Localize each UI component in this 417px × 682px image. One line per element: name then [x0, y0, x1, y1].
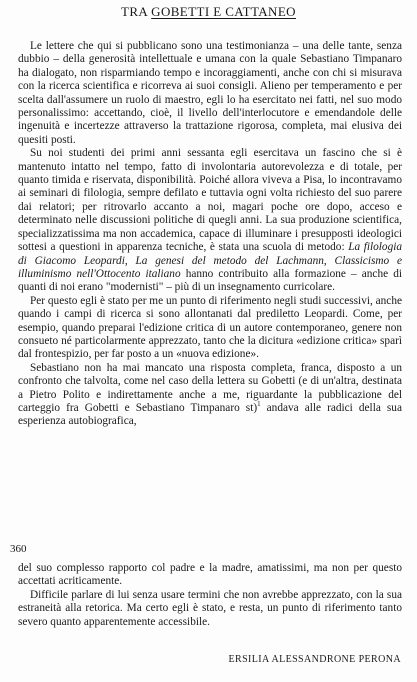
book-title-lachmann: La genesi del metodo del Lachmann	[135, 254, 324, 267]
running-head-prefix: TRA	[121, 4, 152, 19]
running-head	[0, 4, 417, 20]
footnote-marker: 1	[257, 400, 261, 409]
paragraph-3: Per questo egli è stato per me un punto di riferimento negli studi successivi, anche quando i campi di ricerca si sono allontanati dal prediletto Leopardi. Come, per esempio, quando preparai l'edizione critica di un autore contemporaneo, genere non consueto né particolarmente apprezzato, tanto che la dicitura «edizione critica» sparì dal frontespizio, per far posto a un «nuova edizione».	[18, 294, 402, 361]
continuation-text	[18, 562, 402, 629]
paragraph-4-end: andava alle radici della sua esperienza autobiografica,	[18, 401, 402, 428]
continuation-paragraph-1: del suo complesso rapporto col padre e la madre, amatissimi, ma non per questo accettati acriticamente.	[18, 562, 402, 588]
book-title-classicismo: Classicismo e illuminismo nell'Ottocento italiano	[18, 254, 402, 280]
body-text	[18, 40, 402, 429]
book-title-leopardi: La filologia di Giacomo Leopardi	[18, 241, 403, 267]
page-number: 360	[10, 543, 27, 555]
author-signature: ERSILIA ALESSANDRONE PERONA	[228, 654, 401, 665]
paragraph-4	[18, 362, 402, 429]
paragraph-2-text-b: hanno contribuito alla formazione – anche di quanti di noi erano "modernisti" – più di un insegnamento curricolare.	[18, 267, 402, 294]
running-head-title: GOBETTI E CATTANEO	[151, 4, 296, 19]
paragraph-2-text-a: Su noi studenti dei primi anni sessanta egli esercitava un fascino che si è mantenuto intatto nel tempo, fatto di involontaria autorevolezza e di totale, per quanto timida e riservata, disponibilità. Poiché allora viveva a Pisa, lo incontravamo ai seminari di filologia, sempre defilato e tuttavia ogni volta richiesto del suo parere dai relatori; per ritrovarlo accanto a noi, magari poche ore dopo, acceso e determinato nelle discussioni politiche di quegli anni. La sua produzione scientifica, specializzatissima ma non accademica, capace di illuminare i presupposti ideologici sottesi a questioni in apparenza tecniche, è stata una scuola di metodo:	[18, 147, 402, 254]
paragraph-2	[18, 147, 402, 294]
continuation-paragraph-2: Difficile parlare di lui senza usare termini che non avrebbe apprezzato, con la sua estraneità alla retorica. Ma certo egli è stato, e resta, un punto di riferimento tanto severo quanto apparentemente accessibile.	[18, 588, 402, 628]
paragraph-1: Le lettere che qui si pubblicano sono una testimonianza – una delle tante, senza dubbio – della generosità intellettuale e umana con la quale Sebastiano Timpanaro ha dialogato, non risparmiando tempo e incoraggiamenti, anche con chi si misurava con la ricerca scientifica e ricorreva ai suoi consigli. Alieno per temperamento e per scelta dall'assumere un ruolo di maestro, egli lo ha esercitato nei fatti, nel suo modo personalissimo: accettando, cioè, il livello dell'interlocutore e emendandole delle ingenuità e incertezze attraverso la trattazione rigorosa, completa, mai elusiva dei quesiti posti.	[18, 40, 402, 146]
paragraph-4-text: Sebastiano non ha mai mancato una risposta completa, franca, disposto a un confronto che talvolta, come nel caso della lettera su Gobetti (e di un'altra, destinata a Pietro Polito e indirettamente anche a me, riguardante la pubblicazione del carteggio fra Gobetti e Sebastiano Timpanaro st)	[18, 361, 402, 414]
separator-1: ,	[124, 254, 136, 267]
separator-2: ,	[323, 254, 335, 267]
